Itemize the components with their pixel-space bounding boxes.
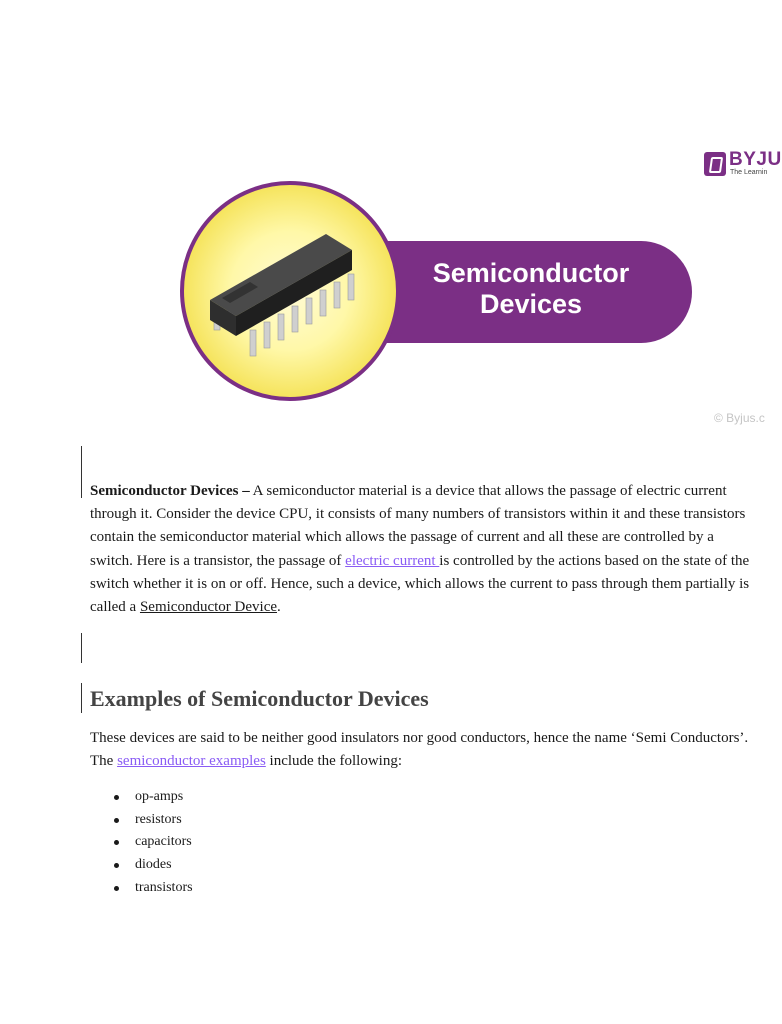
examples-list [90, 786, 193, 900]
banner-image [0, 0, 782, 440]
examples-paragraph [90, 727, 754, 773]
banner-title [400, 258, 662, 320]
copyright-watermark: © Byjus.c [714, 411, 765, 425]
examples-text-2: include the following: [265, 753, 403, 769]
list-item: capacitors [90, 831, 193, 854]
electric-current-link[interactable]: electric current [345, 552, 440, 569]
text-cursor-bar [81, 446, 82, 498]
intro-text-2: is controlled by the actions based on the state of the switch whether it is on or off. Hence, such a device, which allows the current to pass through them partially is called a [90, 552, 750, 616]
text-cursor-bar [81, 683, 82, 713]
list-item: op-amps [90, 786, 193, 809]
semiconductor-examples-link[interactable]: semiconductor examples [117, 753, 266, 769]
list-item: resistors [90, 809, 193, 832]
intro-paragraph [90, 480, 754, 619]
banner-title-line2: Devices [479, 289, 583, 319]
banner-title-line1: Semiconductor [432, 258, 630, 288]
intro-bold-lead: Semiconductor Devices – [90, 483, 250, 499]
list-item: diodes [90, 854, 193, 877]
semiconductor-device-term: Semiconductor Device [139, 599, 278, 616]
banner-illustration [0, 0, 768, 440]
text-cursor-bar [81, 633, 82, 663]
logo-tagline: The Learnin [730, 169, 768, 176]
list-item: transistors [90, 877, 193, 900]
logo-name: BYJU [729, 149, 782, 170]
examples-heading: Examples of Semiconductor Devices [90, 686, 429, 711]
intro-text-3: . [277, 599, 281, 616]
intro-text-1: A semiconductor material is a device that allows the passage of electric current through it. Consider the device CPU, it consists of many numbers of transistors within it and these transistors contain the semiconductor material which allows the passage of current and all these are controlled by a switch. Here is a transistor, the passage of [90, 483, 746, 569]
byjus-logo [704, 149, 782, 180]
byjus-logo-icon [704, 152, 726, 176]
examples-text-1: These devices are said to be neither good insulators nor good conductors, hence the name ‘Semi Conductors’. The [90, 730, 749, 769]
